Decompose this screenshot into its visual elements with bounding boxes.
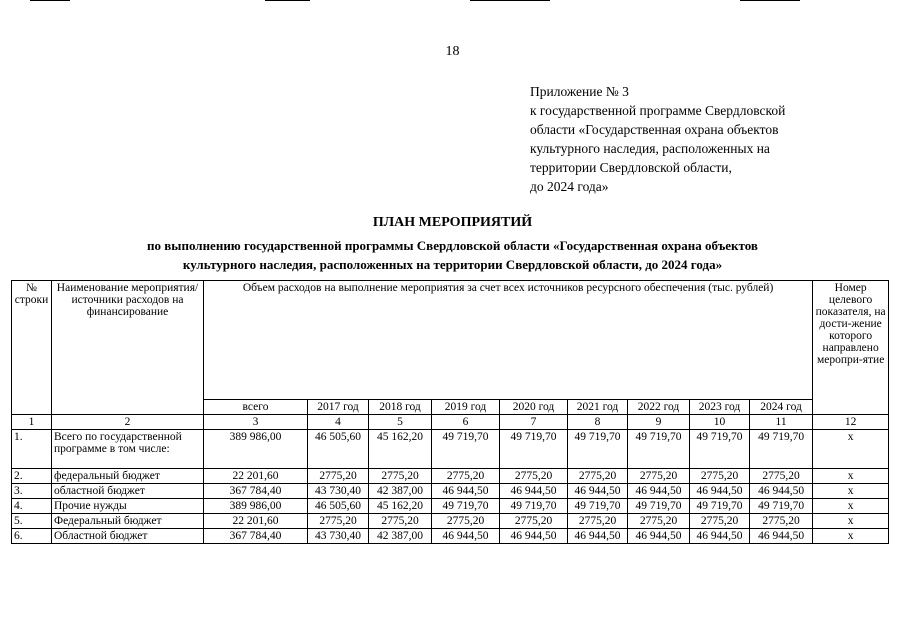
row-num: 3. xyxy=(12,484,52,499)
row-value: 42 387,00 xyxy=(369,484,432,499)
row-value: 49 719,70 xyxy=(628,499,690,514)
row-value: 46 505,60 xyxy=(308,499,369,514)
appendix-line: культурного наследия, расположенных на xyxy=(530,141,770,156)
row-value: 45 162,20 xyxy=(369,499,432,514)
column-number: 6 xyxy=(432,415,500,430)
appendix-line: Приложение № 3 xyxy=(530,84,629,99)
table-row xyxy=(12,430,889,469)
row-num: 2. xyxy=(12,469,52,484)
row-value: 49 719,70 xyxy=(750,499,813,514)
row-name: Федеральный бюджет xyxy=(52,514,204,529)
row-name: Прочие нужды xyxy=(52,499,204,514)
row-value: 2775,20 xyxy=(568,469,628,484)
row-name: областной бюджет xyxy=(52,484,204,499)
row-value: 46 944,50 xyxy=(500,529,568,544)
header-year: 2018 год xyxy=(369,400,432,415)
row-value: 2775,20 xyxy=(432,514,500,529)
row-value: 2775,20 xyxy=(500,514,568,529)
row-value: 49 719,70 xyxy=(628,430,690,469)
row-value: 49 719,70 xyxy=(568,499,628,514)
row-value: 46 944,50 xyxy=(628,484,690,499)
row-value: 46 944,50 xyxy=(750,529,813,544)
appendix-line: территории Свердловской области, xyxy=(530,160,732,175)
header-num: № строки xyxy=(12,281,52,415)
row-value: 46 944,50 xyxy=(690,484,750,499)
row-value: 46 505,60 xyxy=(308,430,369,469)
row-name: Областной бюджет xyxy=(52,529,204,544)
row-value: 2775,20 xyxy=(308,469,369,484)
row-num: 1. xyxy=(12,430,52,469)
column-number: 3 xyxy=(204,415,308,430)
column-number: 9 xyxy=(628,415,690,430)
row-name: Всего по государственной программе в том числе: xyxy=(52,430,204,469)
row-target: х xyxy=(813,499,889,514)
row-value: 2775,20 xyxy=(750,469,813,484)
row-value: 42 387,00 xyxy=(369,529,432,544)
appendix-line: к государственной программе Свердловской xyxy=(530,103,786,118)
column-number: 5 xyxy=(369,415,432,430)
subtitle-line: по выполнению государственной программы Свердловской области «Государственная охрана объектов xyxy=(147,238,758,253)
subtitle-line: культурного наследия, расположенных на территории Свердловской области, до 2024 года» xyxy=(182,257,723,272)
row-value: 43 730,40 xyxy=(308,484,369,499)
row-value: 2775,20 xyxy=(568,514,628,529)
header-year: 2023 год xyxy=(690,400,750,415)
header-year: 2021 год xyxy=(568,400,628,415)
row-target: х xyxy=(813,430,889,469)
column-number: 4 xyxy=(308,415,369,430)
row-num: 4. xyxy=(12,499,52,514)
row-total: 22 201,60 xyxy=(204,469,308,484)
row-total: 367 784,40 xyxy=(204,484,308,499)
row-value: 2775,20 xyxy=(690,514,750,529)
column-number: 2 xyxy=(52,415,204,430)
row-value: 43 730,40 xyxy=(308,529,369,544)
row-value: 2775,20 xyxy=(500,469,568,484)
row-total: 389 986,00 xyxy=(204,430,308,469)
row-value: 46 944,50 xyxy=(690,529,750,544)
column-number-row xyxy=(12,415,889,430)
row-total: 367 784,40 xyxy=(204,529,308,544)
row-value: 2775,20 xyxy=(308,514,369,529)
header-year: 2019 год xyxy=(432,400,500,415)
row-value: 46 944,50 xyxy=(568,529,628,544)
appendix-block xyxy=(530,82,785,196)
table-row xyxy=(12,499,889,514)
row-value: 2775,20 xyxy=(628,469,690,484)
top-rule xyxy=(30,0,70,1)
appendix-line: до 2024 года» xyxy=(530,179,609,194)
header-year: 2017 год xyxy=(308,400,369,415)
appendix-line: области «Государственная охрана объектов xyxy=(530,122,779,137)
row-num: 5. xyxy=(12,514,52,529)
row-target: х xyxy=(813,514,889,529)
top-rule xyxy=(740,0,800,1)
table-row xyxy=(12,484,889,499)
row-value: 49 719,70 xyxy=(500,499,568,514)
document-subtitle xyxy=(60,236,845,274)
row-value: 49 719,70 xyxy=(568,430,628,469)
page-number: 18 xyxy=(445,44,460,59)
row-value: 2775,20 xyxy=(690,469,750,484)
row-name: федеральный бюджет xyxy=(52,469,204,484)
column-number: 12 xyxy=(813,415,889,430)
row-value: 49 719,70 xyxy=(750,430,813,469)
row-value: 49 719,70 xyxy=(690,499,750,514)
row-value: 2775,20 xyxy=(628,514,690,529)
column-number: 8 xyxy=(568,415,628,430)
row-value: 46 944,50 xyxy=(432,529,500,544)
top-rule xyxy=(265,0,310,1)
table-row xyxy=(12,469,889,484)
table-row xyxy=(12,514,889,529)
row-total: 389 986,00 xyxy=(204,499,308,514)
header-target: Номер целевого показателя, на дости-жение которого направлено меропри-ятие xyxy=(813,281,889,415)
row-value: 46 944,50 xyxy=(628,529,690,544)
plan-table xyxy=(11,280,889,544)
row-value: 46 944,50 xyxy=(750,484,813,499)
table-row xyxy=(12,529,889,544)
column-number: 1 xyxy=(12,415,52,430)
header-year: 2020 год xyxy=(500,400,568,415)
row-target: х xyxy=(813,484,889,499)
row-value: 46 944,50 xyxy=(500,484,568,499)
row-value: 49 719,70 xyxy=(432,430,500,469)
column-number: 10 xyxy=(690,415,750,430)
top-rule xyxy=(470,0,550,1)
header-row xyxy=(12,281,889,400)
row-target: х xyxy=(813,469,889,484)
row-value: 49 719,70 xyxy=(432,499,500,514)
header-year: 2024 год xyxy=(750,400,813,415)
row-value: 46 944,50 xyxy=(432,484,500,499)
header-volume: Объем расходов на выполнение мероприятия за счет всех источников ресурсного обеспечения (тыс. рублей) xyxy=(204,281,813,400)
row-total: 22 201,60 xyxy=(204,514,308,529)
column-number: 7 xyxy=(500,415,568,430)
header-name: Наименование мероприятия/источники расходов на финансирование xyxy=(52,281,204,415)
header-year: 2022 год xyxy=(628,400,690,415)
document-title: ПЛАН МЕРОПРИЯТИЙ xyxy=(372,215,533,230)
row-num: 6. xyxy=(12,529,52,544)
row-value: 2775,20 xyxy=(432,469,500,484)
row-value: 2775,20 xyxy=(750,514,813,529)
row-value: 46 944,50 xyxy=(568,484,628,499)
row-value: 2775,20 xyxy=(369,514,432,529)
row-value: 49 719,70 xyxy=(690,430,750,469)
row-value: 49 719,70 xyxy=(500,430,568,469)
header-total: всего xyxy=(204,400,308,415)
row-target: х xyxy=(813,529,889,544)
row-value: 2775,20 xyxy=(369,469,432,484)
row-value: 45 162,20 xyxy=(369,430,432,469)
column-number: 11 xyxy=(750,415,813,430)
